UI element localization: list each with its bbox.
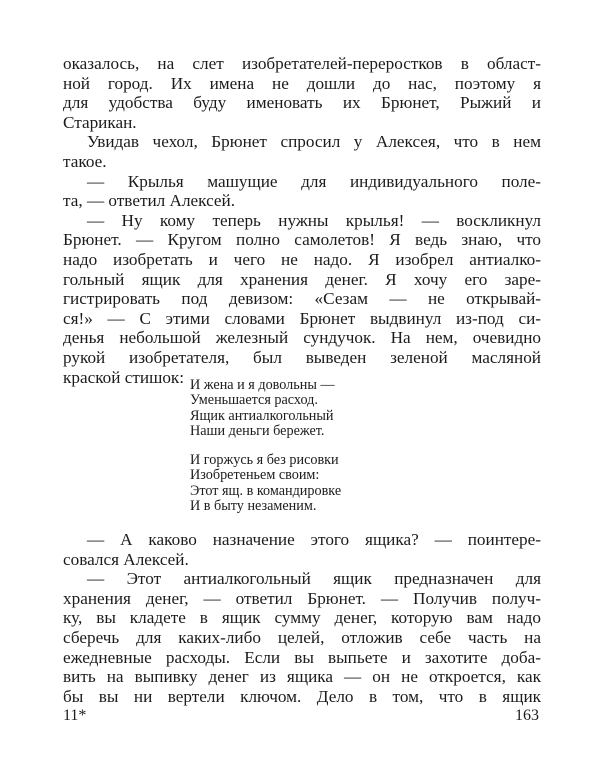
text-line: хранения денег, — ответил Брюнет. — Получив получ-: [63, 588, 541, 608]
text-line: та, — ответил Алексей.: [63, 191, 236, 211]
poem-line: И горжусь я без рисовки: [190, 452, 339, 468]
prose-bottom: [63, 530, 541, 706]
text-line: для удобства буду именовать их Брюнет, Рыжий и: [63, 93, 541, 113]
text-line: надо изобретать и чего не надо. Я изобрел антиалко-: [63, 249, 541, 269]
text-line: — Крылья машущие для индивидуального поле-: [87, 171, 541, 191]
prose-top: [63, 54, 541, 387]
text-line: — А каково назначение этого ящика? — поинтере-: [87, 530, 541, 549]
text-line: денья небольшой железный сундучок. На нем, очевидно: [63, 328, 541, 348]
text-line: Старикан.: [63, 112, 137, 132]
text-line: сберечь для каких-либо целей, отложив себе часть на: [63, 627, 541, 647]
text-line: рукой изобретателя, был выведен зеленой масляной: [63, 347, 541, 367]
signature-mark: 11*: [63, 707, 87, 724]
poem-line: Уменьшается расход.: [190, 392, 318, 409]
text-line: оказалось, на слет изобретателей-переростков в област-: [63, 54, 541, 73]
text-line: гистрировать под девизом: «Сезам — не открывай-: [63, 289, 541, 309]
text-line: гольный ящик для хранения денег. Я хочу его заре-: [63, 269, 541, 289]
page-body: [63, 54, 541, 387]
text-line: ежедневные расходы. Если вы выпьете и захотите доба-: [63, 647, 541, 667]
text-line: бы вы ни вертели ключом. Дело в том, что в ящик: [63, 686, 541, 706]
text-line: — Этот антиалкогольный ящик предназначен для: [87, 569, 541, 589]
poem-line: И в быту незаменим.: [190, 497, 317, 514]
poem-line: Ящик антиалкогольный: [190, 407, 334, 424]
poem-stanza-1: [190, 378, 390, 439]
text-line: ку, вы кладете в ящик сумму денег, которую вам надо: [63, 608, 541, 628]
poem-line: И жена и я довольны —: [190, 377, 335, 393]
poem-line: Изобретеньем своим:: [190, 467, 320, 484]
page-number: 163: [515, 707, 539, 724]
text-line: Брюнет. — Кругом полно самолетов! Я ведь знаю, что: [63, 230, 541, 250]
poem-line: Этот ящ. в командировке: [190, 482, 342, 499]
text-line: ной город. Их имена не дошли до нас, поэтому я: [63, 73, 541, 93]
text-line: ся!» — С этими словами Брюнет выдвинул из-под си-: [63, 308, 541, 328]
text-line: вить на выпивку денег из ящика — он не откроется, как: [63, 667, 541, 687]
text-line: Увидав чехол, Брюнет спросил у Алексея, что в нем: [87, 132, 541, 152]
text-line: совался Алексей.: [63, 549, 189, 569]
text-line: краской стишок:: [63, 367, 185, 387]
poem-stanza-2: [190, 453, 390, 514]
poem-line: Наши деньги бережет.: [190, 422, 325, 439]
text-line: такое.: [63, 151, 107, 171]
text-line: — Ну кому теперь нужны крылья! — воскликнул: [87, 210, 541, 230]
